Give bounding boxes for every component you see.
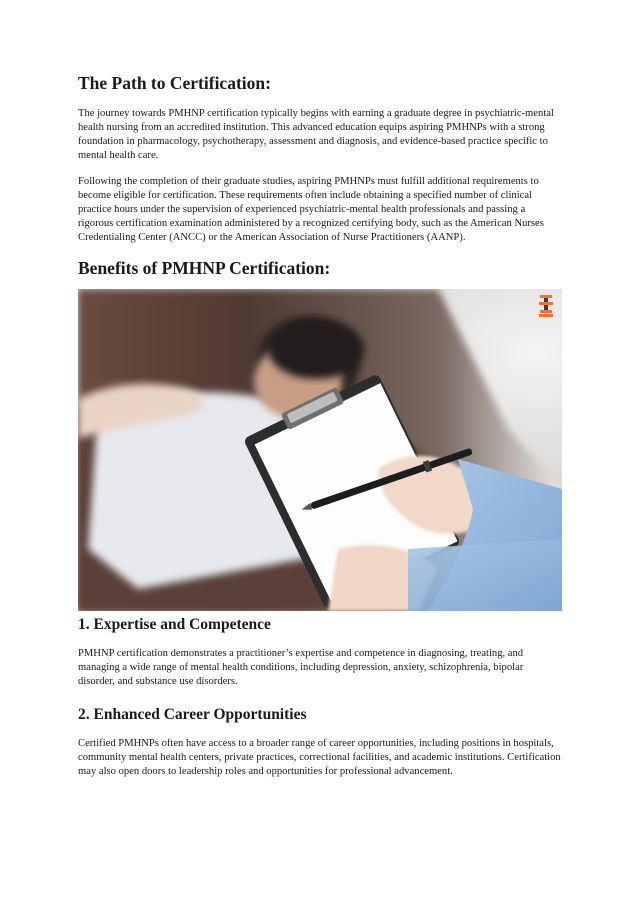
- watermark-logo-icon: [538, 295, 554, 317]
- document-content: [78, 72, 562, 791]
- heading-expertise: 1. Expertise and Competence: [78, 616, 271, 633]
- heading-benefits: Benefits of PMHNP Certification:: [78, 258, 331, 278]
- paragraph-path-1: The journey towards PMHNP certification typically begins with earning a graduate degree in psychiatric-mental health nursing from an accredited institution. This advanced education equips aspiring PMHNPs with a strong foundation in pharmacology, psychotherapy, assessment and diagnosis, and evidence-based practice specific to mental health care.: [78, 108, 554, 161]
- paragraph-career: Certified PMHNPs often have access to a broader range of career opportunities, including positions in hospitals, community mental health centers, private practices, correctional facilities, and academic institutions. Certification may also open doors to leadership roles and opportunities for professional advancement.: [78, 738, 561, 777]
- paragraph-path-2: Following the completion of their graduate studies, aspiring PMHNPs must fulfill additional requirements to become eligible for certification. These requirements often include obtaining a specified number of clinical practice hours under the supervision of experienced psychiatric-mental health professionals and passing a rigorous certification examination administered by a recognized certifying body, such as the American Nurses Credentialing Center (ANCC) or the American Association of Nurse Practitioners (AANP).: [78, 176, 544, 243]
- heading-path-to-certification: The Path to Certification:: [78, 73, 271, 93]
- therapy-session-photo: [78, 289, 562, 611]
- photo-illustration: [78, 289, 562, 611]
- heading-career: 2. Enhanced Career Opportunities: [78, 706, 307, 723]
- paragraph-expertise: PMHNP certification demonstrates a practitioner’s expertise and competence in diagnosing, treating, and managing a wide range of mental health conditions, including depression, anxiety, schizophrenia, bipolar disorder, and substance use disorders.: [78, 648, 524, 687]
